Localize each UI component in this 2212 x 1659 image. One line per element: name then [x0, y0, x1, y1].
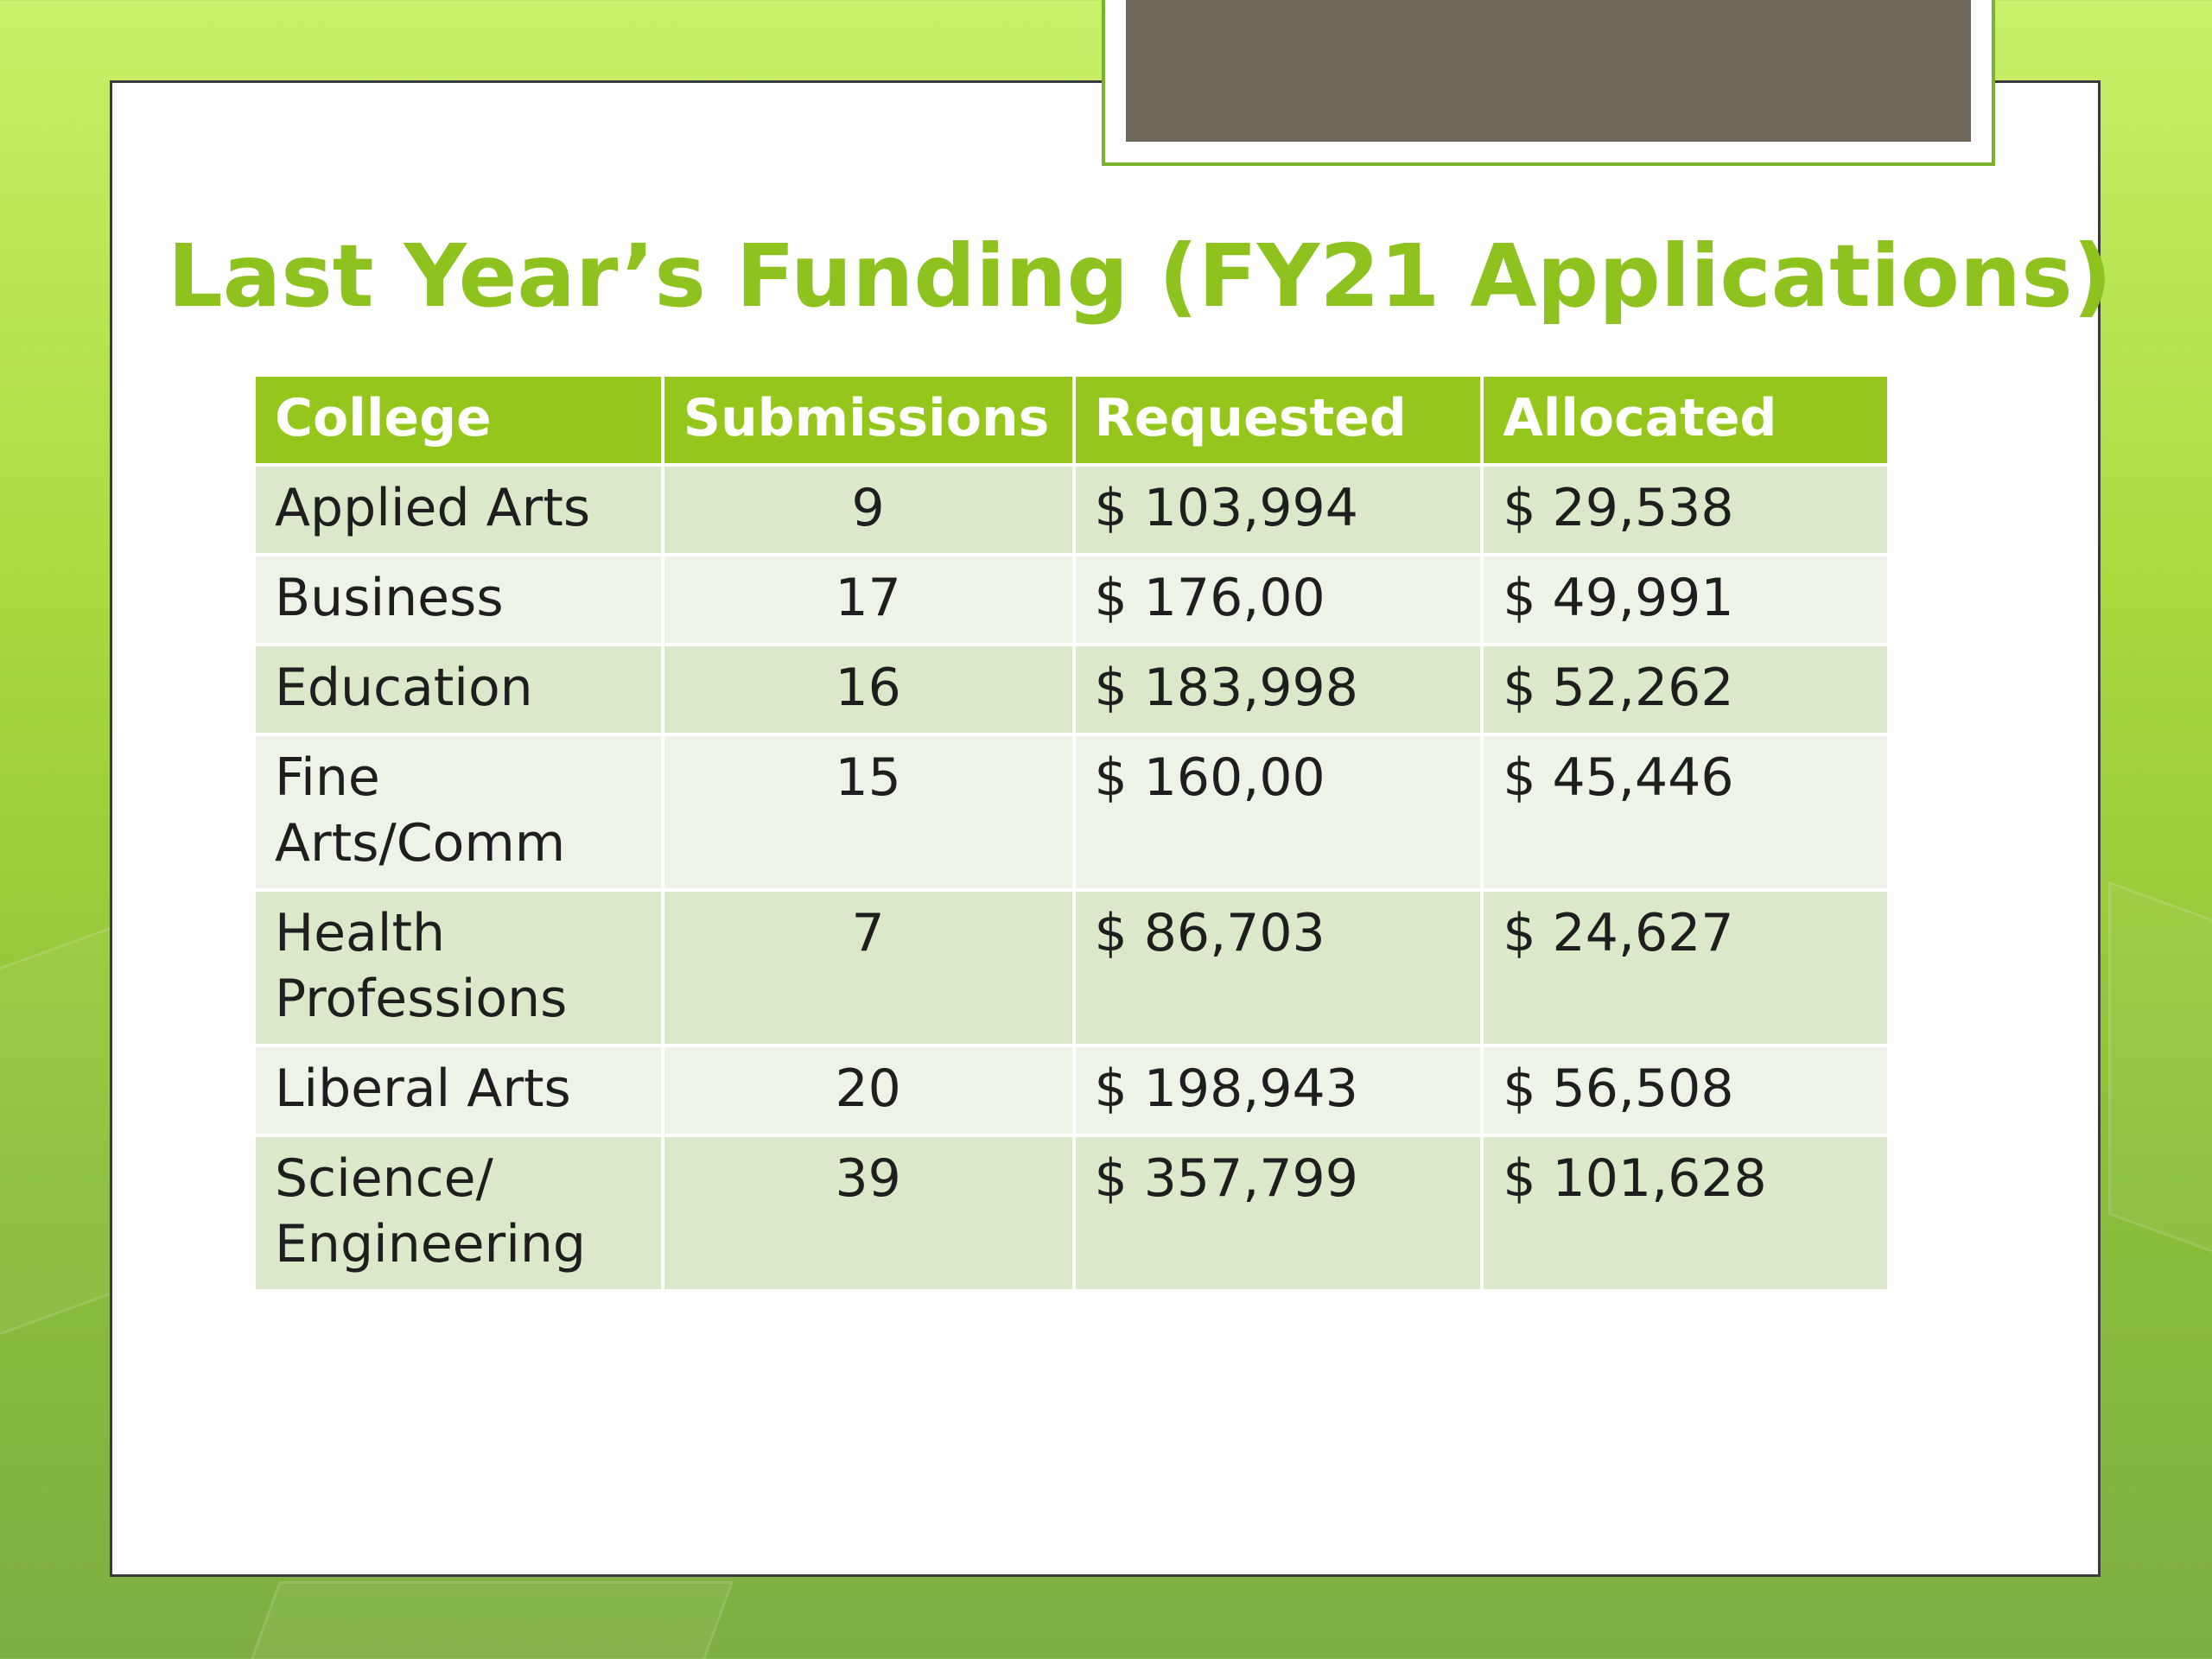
cell-allocated: $ 101,628 [1484, 1137, 1887, 1289]
cell-requested: $ 160,00 [1076, 736, 1481, 888]
table-row [256, 1047, 1887, 1134]
cell-requested: $ 357,799 [1076, 1137, 1481, 1289]
background-hexagon-left [0, 921, 126, 1348]
table-row [256, 556, 1887, 643]
cell-allocated: $ 56,508 [1484, 1047, 1887, 1134]
funding-table [252, 373, 1891, 1293]
cell-allocated: $ 52,262 [1484, 646, 1887, 733]
cell-allocated: $ 45,446 [1484, 736, 1887, 888]
header-requested: Requested [1076, 377, 1481, 463]
cell-submissions: 15 [664, 736, 1072, 888]
slide-title: Last Year’s Funding (FY21 Applications) [168, 226, 2113, 327]
cell-requested: $ 183,998 [1076, 646, 1481, 733]
cell-submissions: 7 [664, 892, 1072, 1044]
cell-college: Business [256, 556, 661, 643]
table-row [256, 646, 1887, 733]
cell-allocated: $ 24,627 [1484, 892, 1887, 1044]
cell-allocated: $ 29,538 [1484, 467, 1887, 553]
table-row [256, 736, 1887, 888]
header-college: College [256, 377, 661, 463]
cell-submissions: 39 [664, 1137, 1072, 1289]
table-header-row [256, 377, 1887, 463]
background-hexagon-bottom [239, 1581, 734, 1659]
cell-submissions: 20 [664, 1047, 1072, 1134]
photo-placeholder-frame [1102, 0, 1995, 166]
cell-requested: $ 86,703 [1076, 892, 1481, 1044]
cell-submissions: 17 [664, 556, 1072, 643]
table-row [256, 467, 1887, 553]
cell-college: Science/ Engineering [256, 1137, 661, 1289]
cell-submissions: 16 [664, 646, 1072, 733]
header-submissions: Submissions [664, 377, 1072, 463]
header-allocated: Allocated [1484, 377, 1887, 463]
cell-college: Health Professions [256, 892, 661, 1044]
cell-college: Liberal Arts [256, 1047, 661, 1134]
cell-allocated: $ 49,991 [1484, 556, 1887, 643]
table-row [256, 1137, 1887, 1289]
photo-placeholder [1126, 0, 1971, 142]
background-hexagon-right [2108, 881, 2212, 1267]
cell-college: Applied Arts [256, 467, 661, 553]
cell-requested: $ 103,994 [1076, 467, 1481, 553]
cell-requested: $ 176,00 [1076, 556, 1481, 643]
cell-requested: $ 198,943 [1076, 1047, 1481, 1134]
table-row [256, 892, 1887, 1044]
cell-submissions: 9 [664, 467, 1072, 553]
cell-college: Education [256, 646, 661, 733]
cell-college: Fine Arts/Comm [256, 736, 661, 888]
